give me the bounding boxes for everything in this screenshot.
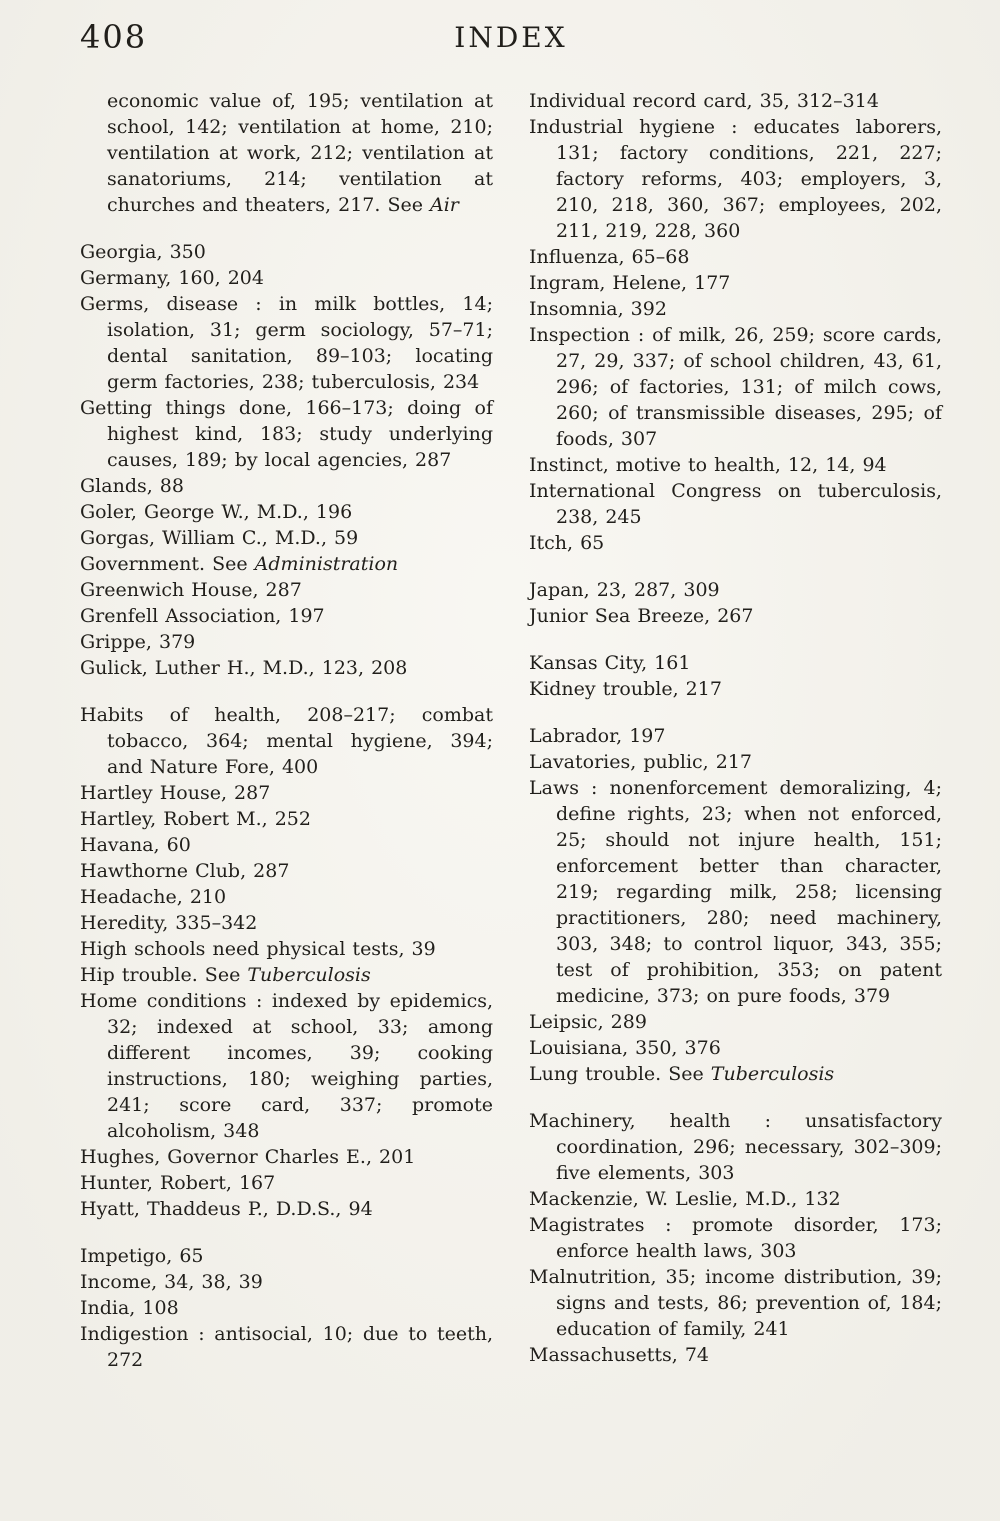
index-entry — [529, 1061, 942, 1087]
index-entry — [529, 244, 942, 270]
entry-text: Hawthorne Club, 287 — [80, 860, 290, 882]
index-entry — [80, 551, 493, 577]
index-entry — [529, 296, 942, 322]
entry-text: Hartley House, 287 — [80, 782, 271, 804]
index-entry — [80, 473, 493, 499]
entry-text: Government. See — [80, 553, 255, 575]
index-entry — [80, 1170, 493, 1196]
cross-reference: Tuberculosis — [710, 1063, 835, 1085]
entry-text: Louisiana, 350, 376 — [529, 1037, 721, 1059]
entry-text: economic value of, 195; ventilation at school, 142; ventilation at home, 210; ventilation at work, 212; ventilation at sanatoriums, 214; ventilation at churches and theaters, 217. See — [107, 90, 493, 216]
index-entry — [80, 858, 493, 884]
cross-reference: Tuberculosis — [247, 964, 371, 986]
index-entry — [529, 577, 942, 603]
index-entry — [80, 291, 493, 395]
index-entry — [80, 265, 493, 291]
index-entry — [80, 988, 493, 1144]
index-entry — [529, 676, 942, 702]
index-entry — [80, 780, 493, 806]
index-entry — [80, 910, 493, 936]
entry-text: Japan, 23, 287, 309 — [529, 579, 720, 601]
index-entry — [529, 88, 942, 114]
index-entry — [80, 499, 493, 525]
index-entry — [80, 655, 493, 681]
entry-text: Heredity, 335–342 — [80, 912, 258, 934]
entry-text: Leipsic, 289 — [529, 1011, 647, 1033]
index-entry — [529, 1264, 942, 1342]
entry-text: Gulick, Luther H., M.D., 123, 208 — [80, 657, 408, 679]
entry-text: Influenza, 65–68 — [529, 246, 690, 268]
entry-text: Havana, 60 — [80, 834, 191, 856]
entry-text: Laws : nonenforcement demoralizing, 4; define rights, 23; when not enforced, 25; should not injure health, 151; enforcement better than character, 219; regarding milk, 258; licensing practitioners, 280; need machinery, 303, 348; to control liquor, 343, 355; test of prohibition, 353; on patent medicine, 373; on pure foods, 379 — [529, 777, 942, 1007]
index-entry — [80, 832, 493, 858]
entry-text: High schools need physical tests, 39 — [80, 938, 436, 960]
index-entry — [80, 1295, 493, 1321]
cross-reference: Administration — [254, 553, 399, 575]
entry-text: International Congress on tuberculosis, 238, 245 — [529, 480, 942, 528]
index-entry — [80, 1144, 493, 1170]
entry-text: Instinct, motive to health, 12, 14, 94 — [529, 454, 887, 476]
index-entry — [529, 650, 942, 676]
index-entry — [529, 1186, 942, 1212]
index-entry — [529, 322, 942, 452]
index-entry — [529, 1108, 942, 1186]
entry-text: Hartley, Robert M., 252 — [80, 808, 311, 830]
entry-text: Inspection : of milk, 26, 259; score cards, 27, 29, 337; of school children, 43, 61, 296; of factories, 131; of milch cows, 260; of transmissible diseases, 295; of foods, 307 — [529, 324, 942, 450]
entry-text: Income, 34, 38, 39 — [80, 1271, 263, 1293]
entry-text: Lavatories, public, 217 — [529, 751, 753, 773]
entry-text: Hunter, Robert, 167 — [80, 1172, 276, 1194]
index-entry — [80, 629, 493, 655]
index-entry — [529, 478, 942, 530]
entry-text: Magistrates : promote disorder, 173; enforce health laws, 303 — [529, 1214, 942, 1262]
entry-text: Goler, George W., M.D., 196 — [80, 501, 353, 523]
index-entry — [80, 525, 493, 551]
index-columns — [80, 88, 942, 1373]
entry-text: Home conditions : indexed by epidemics, 32; indexed at school, 33; among different incomes, 39; cooking instructions, 180; weighing parties, 241; score card, 337; promote alcoholism, 348 — [80, 990, 493, 1142]
entry-text: Industrial hygiene : educates laborers, 131; factory conditions, 221, 227; factory reforms, 403; employers, 3, 210, 218, 360, 367; employees, 202, 211, 219, 228, 360 — [529, 116, 942, 242]
entry-text: Greenwich House, 287 — [80, 579, 302, 601]
index-entry — [80, 884, 493, 910]
entry-text: Headache, 210 — [80, 886, 227, 908]
index-entry — [80, 239, 493, 265]
entry-text: Junior Sea Breeze, 267 — [529, 605, 754, 627]
entry-text: Habits of health, 208–217; combat tobacco, 364; mental hygiene, 394; and Nature Fore, 400 — [80, 704, 493, 778]
entry-text: Insomnia, 392 — [529, 298, 667, 320]
entry-text: Getting things done, 166–173; doing of highest kind, 183; study underlying causes, 189; by local agencies, 287 — [80, 397, 493, 471]
index-entry — [80, 702, 493, 780]
entry-text: Germs, disease : in milk bottles, 14; isolation, 31; germ sociology, 57–71; dental sanitation, 89–103; locating germ factories, 238; tuberculosis, 234 — [80, 293, 493, 393]
index-entry — [529, 1212, 942, 1264]
index-entry — [529, 530, 942, 556]
entry-text: Malnutrition, 35; income distribution, 39; signs and tests, 86; prevention of, 184; education of family, 241 — [529, 1266, 942, 1340]
entry-text: Grippe, 379 — [80, 631, 196, 653]
index-entry — [529, 1035, 942, 1061]
entry-text: Machinery, health : unsatisfactory coordination, 296; necessary, 302–309; five elements, 303 — [529, 1110, 942, 1184]
index-entry — [529, 1009, 942, 1035]
entry-text: Hughes, Governor Charles E., 201 — [80, 1146, 416, 1168]
entry-text: Grenfell Association, 197 — [80, 605, 325, 627]
entry-text: Hyatt, Thaddeus P., D.D.S., 94 — [80, 1198, 373, 1220]
cross-reference: Air — [430, 194, 459, 216]
index-entry — [80, 1196, 493, 1222]
page-title: INDEX — [454, 21, 568, 54]
index-entry — [80, 1321, 493, 1373]
entry-text: Ingram, Helene, 177 — [529, 272, 731, 294]
index-entry — [80, 577, 493, 603]
index-column-left — [80, 88, 493, 1373]
index-entry — [80, 1243, 493, 1269]
entry-text: Germany, 160, 204 — [80, 267, 264, 289]
index-entry — [80, 806, 493, 832]
index-entry — [529, 775, 942, 1009]
index-entry — [529, 1342, 942, 1368]
entry-text: Massachusetts, 74 — [529, 1344, 709, 1366]
index-entry — [529, 603, 942, 629]
page-number: 408 — [80, 18, 148, 56]
index-entry — [80, 88, 493, 218]
entry-text: Indigestion : antisocial, 10; due to teeth, 272 — [80, 1323, 493, 1371]
index-entry — [529, 452, 942, 478]
index-entry — [80, 603, 493, 629]
index-entry — [529, 723, 942, 749]
entry-text: Impetigo, 65 — [80, 1245, 204, 1267]
index-column-right — [529, 88, 942, 1373]
entry-text: Lung trouble. See — [529, 1063, 711, 1085]
index-entry — [529, 114, 942, 244]
entry-text: India, 108 — [80, 1297, 179, 1319]
entry-text: Mackenzie, W. Leslie, M.D., 132 — [529, 1188, 841, 1210]
entry-text: Kidney trouble, 217 — [529, 678, 722, 700]
index-entry — [80, 962, 493, 988]
index-entry — [80, 936, 493, 962]
page-header — [80, 16, 942, 64]
entry-text: Hip trouble. See — [80, 964, 248, 986]
entry-text: Georgia, 350 — [80, 241, 206, 263]
entry-text: Individual record card, 35, 312–314 — [529, 90, 879, 112]
entry-text: Glands, 88 — [80, 475, 184, 497]
entry-text: Gorgas, William C., M.D., 59 — [80, 527, 359, 549]
entry-text: Kansas City, 161 — [529, 652, 691, 674]
entry-text: Itch, 65 — [529, 532, 605, 554]
entry-text: Labrador, 197 — [529, 725, 666, 747]
index-entry — [80, 395, 493, 473]
index-entry — [529, 749, 942, 775]
index-entry — [80, 1269, 493, 1295]
index-entry — [529, 270, 942, 296]
